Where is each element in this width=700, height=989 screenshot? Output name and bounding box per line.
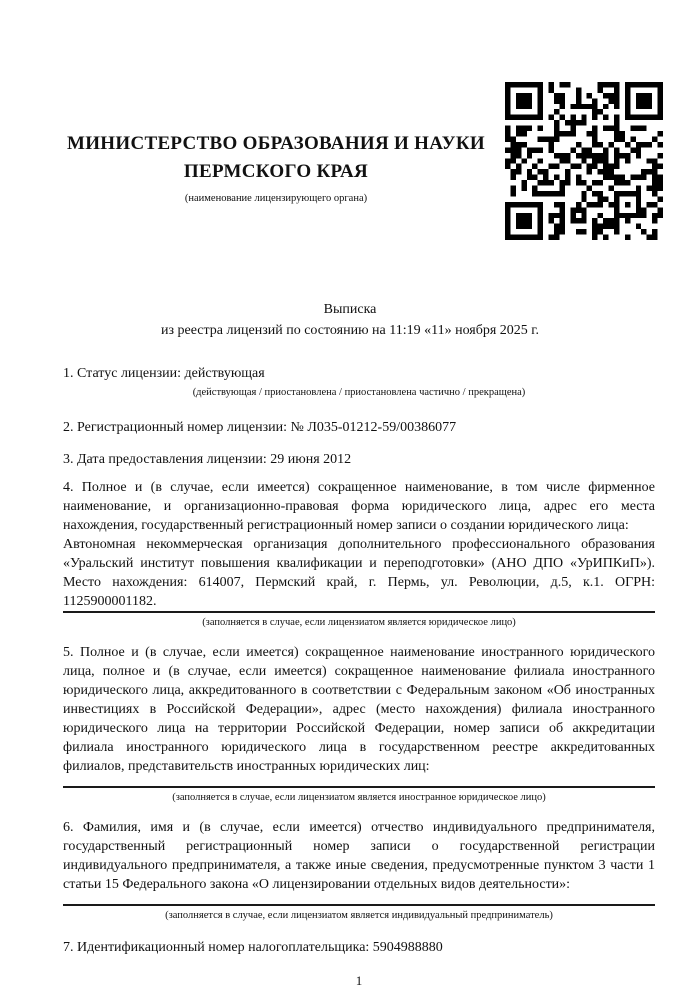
document-title: [0, 299, 700, 341]
item-1-caption: (действующая / приостановлена / приостановлена частично / прекращена): [192, 387, 526, 398]
ministry-name-line2: ПЕРМСКОГО КРАЯ: [183, 161, 369, 182]
document-title-line2: из реестра лицензий по состоянию на 11:19 «11» ноября 2025 г.: [161, 323, 539, 338]
item-5-underline: [63, 786, 655, 788]
document-title-line1: Выписка: [323, 302, 377, 317]
item-7-taxpayer-id: 7. Идентификационный номер налогоплательщика: 5904988880: [63, 940, 443, 955]
licensing-authority-block: [63, 82, 505, 205]
item-2-registration-number: 2. Регистрационный номер лицензии: № Л035-01212-59/00386077: [63, 420, 457, 435]
ministry-name: [63, 130, 489, 186]
item-6-underline: [63, 904, 655, 906]
item-6-individual-entrepreneur: [63, 818, 655, 922]
item-5-label: 5. Полное и (в случае, если имеется) сокращенное наименование иностранного юридического лица, полное и (в случае, если имеется) сокращенное наименование филиала иностранного юридического лица, аккредитованного в соответствии с Федеральным законом «Об иностранных инвестициях в Российской Федерации», адрес (место нахождения) филиала иностранного юридического лица на территории Российской Федерации, номер записи об аккредитации филиала иностранного юридического лица в государственном реестре аккредитованных филиалов, представительств иностранных юридических лиц:: [63, 645, 655, 774]
item-4-label: 4. Полное и (в случае, если имеется) сокращенное наименование, в том числе фирменное наименование, и организационно-правовая форма юридического лица, адрес его места нахождения, государственный регистрационный номер записи о создании юридического лица:: [63, 480, 655, 533]
qr-code-container: [505, 82, 663, 240]
document-body: [0, 364, 700, 989]
item-5-foreign-entity: [63, 643, 655, 804]
item-1-license-status: 1. Статус лицензии: действующая: [63, 366, 265, 381]
page-number: 1: [355, 973, 363, 988]
item-6-label: 6. Фамилия, имя и (в случае, если имеется) отчество индивидуального предпринимателя, государственный регистрационный номер записи о государственной регистрации индивидуального предпринимателя, а также иные сведения, предусмотренные пунктом 3 части 1 статьи 15 Федерального закона «О лицензировании отдельных видов деятельности»:: [63, 820, 655, 892]
qr-code: [505, 82, 663, 240]
item-4-legal-entity: [63, 478, 655, 629]
item-4-caption: (заполняется в случае, если лицензиатом является юридическое лицо): [202, 617, 516, 628]
document-header: [0, 0, 700, 240]
ministry-name-caption: (наименование лицензирующего органа): [184, 193, 368, 204]
item-4-value: Автономная некоммерческая организация дополнительного профессионального образования «Уральский институт повышения квалификации и переподготовки» (АНО ДПО «УрИПКиП»). Место нахождения: 614007, Пермский край, г. Пермь, ул. Революции, д.5, к.1. ОГРН: 1125900001182.: [63, 537, 655, 609]
ministry-name-line1: МИНИСТЕРСТВО ОБРАЗОВАНИЯ И НАУКИ: [66, 133, 486, 154]
item-4-underline: [63, 611, 655, 613]
item-5-caption: (заполняется в случае, если лицензиатом является иностранное юридическое лицо): [172, 792, 546, 803]
item-3-license-date: 3. Дата предоставления лицензии: 29 июня 2012: [63, 452, 352, 467]
item-6-caption: (заполняется в случае, если лицензиатом является индивидуальный предприниматель): [165, 910, 553, 921]
